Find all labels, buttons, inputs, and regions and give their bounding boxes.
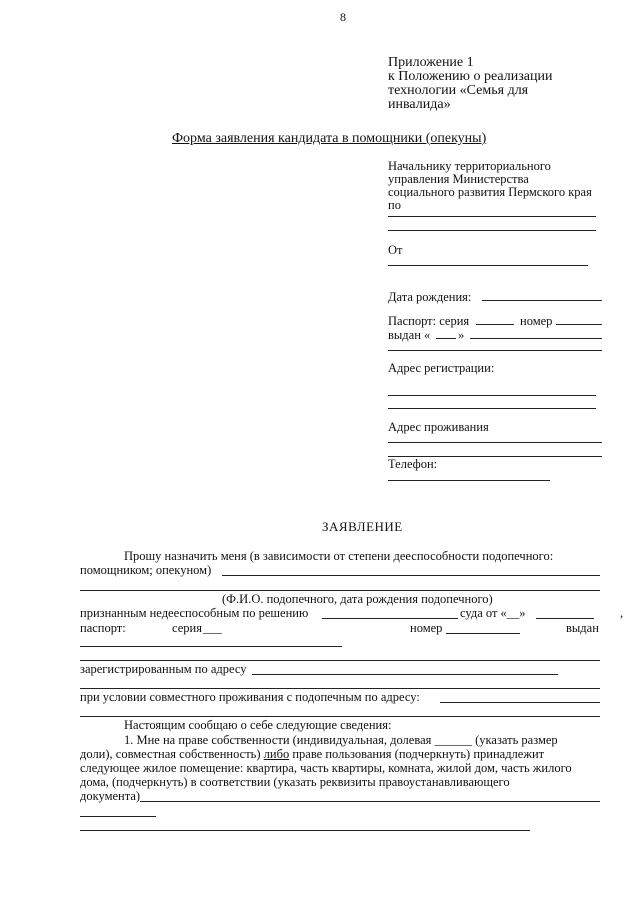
number-word: номер	[410, 621, 443, 635]
passport-series-blank[interactable]	[476, 324, 514, 325]
item1-line-2	[80, 747, 544, 761]
issued-by-blank[interactable]	[470, 338, 602, 339]
cohabitation-text: при условии совместного проживания с подопечным по адресу:	[80, 690, 420, 704]
ward-name-blank[interactable]	[80, 590, 600, 591]
from-label: От	[388, 243, 403, 257]
item1-line-1	[124, 733, 600, 747]
phone-blank[interactable]	[388, 480, 550, 481]
issued-word: выдан	[566, 621, 599, 635]
request-text-1: Прошу назначить меня (в зависимости от степени дееспособности подопечного:	[124, 549, 554, 563]
item1-line-5: документа)	[80, 789, 141, 803]
passport-word: паспорт:	[80, 621, 126, 635]
cohabitation-address-blank[interactable]	[440, 702, 600, 703]
residence-label: Адрес проживания	[388, 420, 489, 434]
blank-line-full-1[interactable]	[80, 660, 600, 661]
registration-blank-1[interactable]	[388, 395, 596, 396]
passport-number-blank[interactable]	[556, 324, 602, 325]
appendix-line-1: Приложение 1	[388, 55, 474, 70]
form-title: Форма заявления кандидата в помощники (опекуны)	[172, 131, 487, 146]
ward-caption: (Ф.И.О. подопечного, дата рождения подопечного)	[222, 592, 493, 606]
residence-blank-1[interactable]	[388, 442, 602, 443]
registration-label: Адрес регистрации:	[388, 361, 495, 375]
info-intro: Настоящим сообщаю о себе следующие сведения:	[124, 718, 392, 732]
from-blank[interactable]	[388, 265, 588, 266]
court-name-blank[interactable]	[322, 618, 458, 619]
court-comma: ,	[620, 606, 624, 620]
addressee-line-3: социального развития Пермского края	[388, 185, 592, 199]
item1-line-3: следующее жилое помещение: квартира, часть квартиры, комната, жилой дом, часть жилого	[80, 761, 572, 775]
addressee-line-4: по	[388, 198, 401, 212]
passport-number-label: номер	[520, 314, 553, 328]
court-date-text: суда от «__»	[460, 606, 526, 620]
issued-day-blank[interactable]	[436, 338, 456, 339]
addressee-line-2: управления Министерства	[388, 172, 529, 186]
document-details-blank-3[interactable]	[80, 830, 530, 831]
incapable-text: признанным недееспособным по решению	[80, 606, 309, 620]
appendix-line-3: технологии «Семья для	[388, 83, 529, 98]
number-blank[interactable]	[446, 633, 520, 634]
item1-line-4: дома, (подчеркнуть) в соответствии (указать реквизиты правоустанавливающего	[80, 775, 510, 789]
addressee-blank-2[interactable]	[388, 230, 596, 231]
registered-text: зарегистрированным по адресу	[80, 662, 247, 676]
item1-text-2c: праве пользования (подчеркнуть) принадлежит	[292, 747, 545, 761]
addressee-blank-1[interactable]	[388, 216, 596, 217]
series-word: серия	[172, 621, 202, 635]
appendix-line-2: к Положению о реализации	[388, 69, 553, 84]
appendix-note	[388, 56, 598, 112]
series-blank[interactable]: ___	[203, 621, 222, 635]
registration-blank-2[interactable]	[388, 408, 596, 409]
birth-date-label: Дата рождения:	[388, 290, 472, 304]
guardian-type-blank[interactable]	[222, 575, 600, 576]
registered-address-blank[interactable]	[252, 674, 558, 675]
addressee-line-1: Начальнику территориального	[388, 159, 551, 173]
blank-line-full-2[interactable]	[80, 688, 600, 689]
item1-text-2b: либо	[263, 747, 290, 761]
request-line-2: помощником; опекуном)	[80, 563, 212, 577]
page-number: 8	[340, 10, 346, 24]
document-details-blank-2[interactable]	[80, 816, 156, 817]
statement-heading: ЗАЯВЛЕНИЕ	[322, 519, 403, 534]
birth-date-blank[interactable]	[482, 300, 602, 301]
issued-by-blank-2[interactable]	[388, 350, 602, 351]
item1-text-2a: доли), совместная собственность)	[80, 747, 261, 761]
addressee-block	[388, 160, 608, 212]
passport-series-label: Паспорт: серия	[388, 314, 470, 328]
issued-quote-close: »	[458, 328, 465, 342]
issued-blank[interactable]	[80, 646, 342, 647]
phone-label: Телефон:	[388, 457, 438, 471]
issued-label: выдан «	[388, 328, 431, 342]
document-details-blank[interactable]	[140, 801, 600, 802]
request-line-1	[124, 549, 600, 563]
court-date-blank[interactable]	[536, 618, 594, 619]
appendix-line-4: инвалида»	[388, 97, 451, 112]
blank-line-full-3[interactable]	[80, 716, 600, 717]
item1-text-1: 1. Мне на праве собственности (индивидуальная, долевая ______ (указать размер	[124, 733, 558, 747]
